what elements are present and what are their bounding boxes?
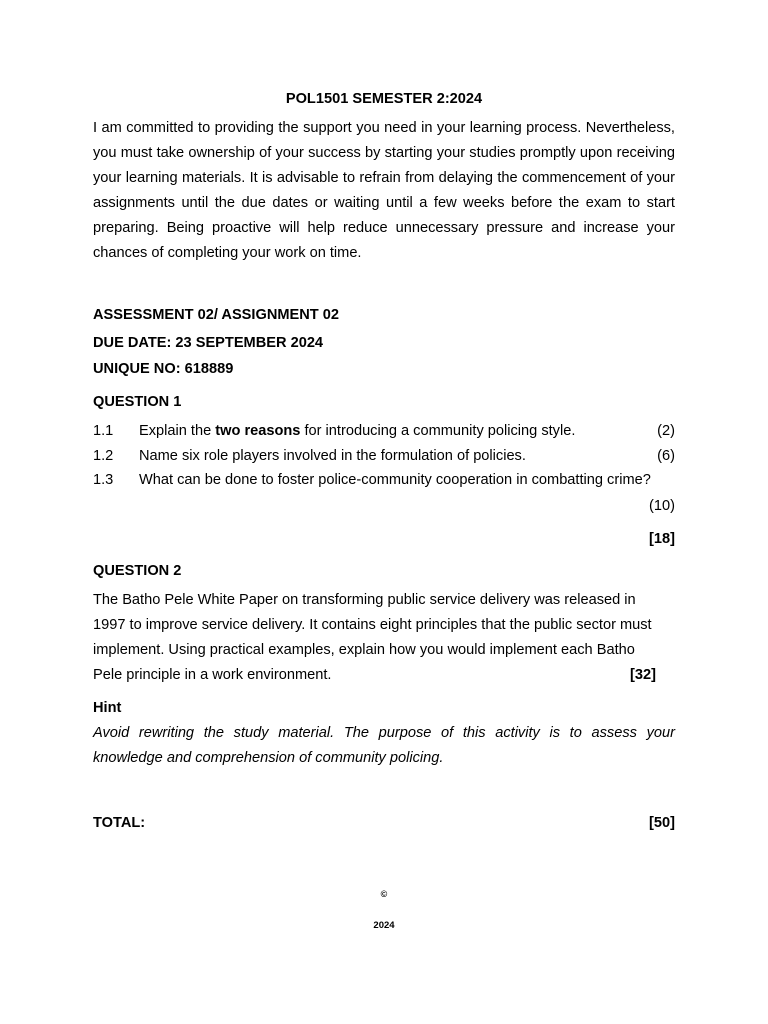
question2-line: 1997 to improve service delivery. It contains eight principles that the public sector must [93, 617, 652, 633]
question-number: 1.2 [93, 448, 114, 464]
question-mark: (10) [649, 498, 675, 514]
question2-line: The Batho Pele White Paper on transforming public service delivery was released in [93, 592, 636, 608]
question2-mark: [32] [630, 667, 656, 683]
question-text: Explain the two reasons for introducing a community policing style. [139, 423, 576, 439]
hint-heading: Hint [93, 700, 122, 716]
total-label: TOTAL: [93, 815, 146, 831]
question1-total: [18] [649, 531, 675, 547]
total-value: [50] [649, 815, 675, 831]
question-number: 1.1 [93, 423, 114, 439]
question2-heading: QUESTION 2 [93, 563, 182, 579]
question1-heading: QUESTION 1 [93, 394, 182, 410]
question2-text [93, 588, 675, 688]
due-date: DUE DATE: 23 SEPTEMBER 2024 [93, 335, 324, 351]
hint-text: Avoid rewriting the study material. The purpose of this activity is to assess your knowledge and comprehension of community policing. [93, 725, 675, 766]
question-text: Name six role players involved in the formulation of policies. [139, 448, 526, 464]
unique-number: UNIQUE NO: 618889 [93, 361, 234, 377]
question-item [93, 472, 675, 494]
document-title: POL1501 SEMESTER 2:2024 [285, 91, 483, 107]
question2-line: implement. Using practical examples, explain how you would implement each Batho [93, 642, 635, 658]
question-item [93, 423, 675, 445]
document-page [93, 0, 675, 1024]
question-item [93, 448, 675, 470]
copyright-symbol: © [380, 889, 388, 899]
question-number: 1.3 [93, 472, 114, 488]
question-mark: (2) [657, 423, 675, 439]
question-text: What can be done to foster police-community cooperation in combatting crime? [139, 472, 651, 488]
question2-last-line: Pele principle in a work environment. [32] [93, 663, 675, 688]
intro-paragraph: I am committed to providing the support you need in your learning process. Nevertheless, you must take ownership of your success by starting your studies promptly upon receiving your learning materials. It is advisable to refrain from delaying the commencement of your assignments until the due dates or waiting until a few weeks before the exam to start preparing. Being proactive will help reduce unnecessary pressure and increase your chances of completing your work on time. [93, 120, 675, 261]
total-row [93, 815, 675, 831]
footer-year: 2024 [373, 920, 395, 931]
question-mark: (6) [657, 448, 675, 464]
assessment-heading: ASSESSMENT 02/ ASSIGNMENT 02 [93, 307, 339, 323]
question-emphasis: two reasons [215, 423, 301, 439]
